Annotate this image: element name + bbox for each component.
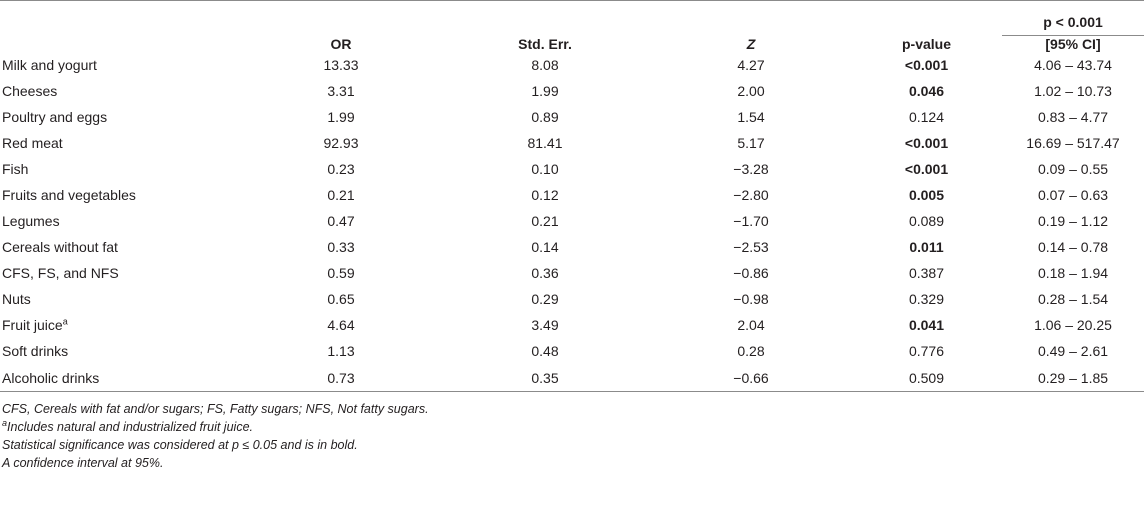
footnote-line: CFS, Cereals with fat and/or sugars; FS, Fatty sugars; NFS, Not fatty sugars.: [2, 402, 429, 416]
odds-ratio-cell: 0.47: [327, 213, 355, 229]
std-err-cell: 0.29: [531, 291, 559, 307]
row-label: Cheeses: [2, 83, 58, 99]
z-cell: −0.98: [733, 291, 769, 307]
table-row: [0, 78, 1144, 104]
ci-cell: 16.69 – 517.47: [1026, 135, 1120, 151]
odds-ratio-cell: 0.33: [327, 239, 355, 255]
p-value-cell: 0.041: [908, 317, 945, 333]
table-row: [0, 182, 1144, 208]
z-cell: −0.66: [651, 364, 851, 392]
row-label: Nuts: [2, 291, 31, 307]
std-err-cell: 0.89: [531, 109, 559, 125]
z-cell: 0.28: [737, 343, 765, 359]
odds-ratio-cell: 1.99: [327, 109, 355, 125]
footnote-line: A confidence interval at 95%.: [2, 456, 164, 470]
z-cell: −2.53: [733, 239, 769, 255]
p-value-cell: <0.001: [904, 135, 949, 151]
table-row: [0, 312, 1144, 338]
row-label: Alcoholic drinks: [0, 364, 243, 392]
std-err-cell: 0.48: [531, 343, 559, 359]
z-cell: 2.00: [737, 83, 765, 99]
p-value-cell: 0.509: [851, 364, 1002, 392]
row-label: Red meat: [2, 135, 63, 151]
std-err-cell: 8.08: [531, 57, 559, 73]
z-cell: −1.70: [733, 213, 769, 229]
odds-ratio-cell: 92.93: [323, 135, 359, 151]
table-row: [0, 130, 1144, 156]
ci-cell: 0.18 – 1.94: [1037, 265, 1109, 281]
table-row: [0, 208, 1144, 234]
z-cell: 2.04: [737, 317, 765, 333]
header-label-blank: [0, 36, 243, 53]
p-value-cell: 0.046: [908, 83, 945, 99]
odds-ratio-cell: 0.73: [243, 364, 439, 392]
header-std-err: Std. Err.: [518, 35, 572, 52]
table-row: [0, 364, 1144, 392]
std-err-cell: 0.12: [531, 187, 559, 203]
header-top-row: [0, 1, 1144, 36]
footnote-marker: a: [2, 417, 8, 428]
std-err-cell: 0.21: [531, 213, 559, 229]
row-label: Legumes: [2, 213, 60, 229]
p-threshold-note: p < 0.001: [1043, 14, 1103, 30]
row-label: Fruit juice$^a$: [2, 316, 68, 333]
ci-cell: 0.07 – 0.63: [1037, 187, 1109, 203]
z-cell: 5.17: [737, 135, 765, 151]
p-value-cell: 0.387: [908, 265, 945, 281]
row-label: CFS, FS, and NFS: [2, 265, 119, 281]
odds-ratio-cell: 4.64: [327, 317, 355, 333]
footnote-line: Statistical significance was considered at p ≤ 0.05 and is in bold.: [2, 438, 358, 452]
table-row: [0, 52, 1144, 78]
z-cell: −2.80: [733, 187, 769, 203]
row-label: Fruits and vegetables: [2, 187, 136, 203]
odds-ratio-cell: 3.31: [327, 83, 355, 99]
ci-cell: 0.83 – 4.77: [1037, 109, 1109, 125]
p-value-cell: 0.011: [909, 239, 944, 255]
ci-cell: 4.06 – 43.74: [1034, 57, 1112, 73]
p-value-cell: <0.001: [904, 57, 949, 73]
table-row: [0, 104, 1144, 130]
header-or: OR: [330, 35, 352, 52]
p-value-cell: 0.776: [908, 343, 945, 359]
footnote-marker: a: [62, 316, 68, 327]
table-body: [0, 52, 1144, 392]
p-value-cell: 0.089: [908, 213, 945, 229]
header-z: Z: [746, 35, 756, 52]
row-label: Fish: [2, 161, 29, 177]
row-label: Soft drinks: [2, 343, 69, 359]
header-row: [0, 36, 1144, 53]
z-cell: 4.27: [737, 57, 765, 73]
p-value-cell: 0.005: [908, 187, 945, 203]
row-label: Poultry and eggs: [2, 109, 108, 125]
ci-cell: 1.06 – 20.25: [1034, 317, 1112, 333]
table-row: [0, 234, 1144, 260]
ci-cell: 0.14 – 0.78: [1037, 239, 1109, 255]
p-threshold-cell: [1002, 1, 1144, 36]
p-value-cell: <0.001: [904, 161, 949, 177]
z-cell: 1.54: [737, 109, 765, 125]
header-p-value: p-value: [901, 35, 951, 52]
std-err-cell: 0.35: [439, 364, 651, 392]
table-row: [0, 156, 1144, 182]
header-ci: [95% CI]: [1045, 36, 1101, 52]
z-cell: −3.28: [733, 161, 769, 177]
std-err-cell: 3.49: [531, 317, 559, 333]
odds-ratio-cell: 0.65: [327, 291, 355, 307]
std-err-cell: 1.99: [531, 83, 559, 99]
std-err-cell: 0.14: [531, 239, 559, 255]
odds-ratio-cell: 0.23: [327, 161, 355, 177]
std-err-cell: 81.41: [527, 135, 563, 151]
odds-ratio-cell: 0.21: [327, 187, 355, 203]
odds-ratio-cell: 13.33: [323, 57, 359, 73]
ci-cell: 0.19 – 1.12: [1037, 213, 1109, 229]
table-row: [0, 286, 1144, 312]
ci-cell: 0.29 – 1.85: [1002, 364, 1144, 392]
p-value-cell: 0.124: [908, 109, 945, 125]
row-label: Cereals without fat: [2, 239, 118, 255]
ci-cell: 1.02 – 10.73: [1034, 83, 1112, 99]
table-row: [0, 260, 1144, 286]
table-row: [0, 338, 1144, 364]
odds-ratio-cell: 0.59: [327, 265, 355, 281]
p-value-cell: 0.329: [908, 291, 945, 307]
ci-cell: 0.49 – 2.61: [1037, 343, 1109, 359]
row-label: Milk and yogurt: [2, 57, 97, 73]
ci-cell: 0.28 – 1.54: [1037, 291, 1109, 307]
ci-cell: 0.09 – 0.55: [1037, 161, 1109, 177]
std-err-cell: 0.10: [531, 161, 559, 177]
std-err-cell: 0.36: [531, 265, 559, 281]
table-footnotes: [0, 400, 1144, 472]
z-cell: −0.86: [733, 265, 769, 281]
odds-ratio-cell: 1.13: [327, 343, 355, 359]
footnote-line: $^a$Includes natural and industrialized fruit juice.: [2, 417, 253, 434]
